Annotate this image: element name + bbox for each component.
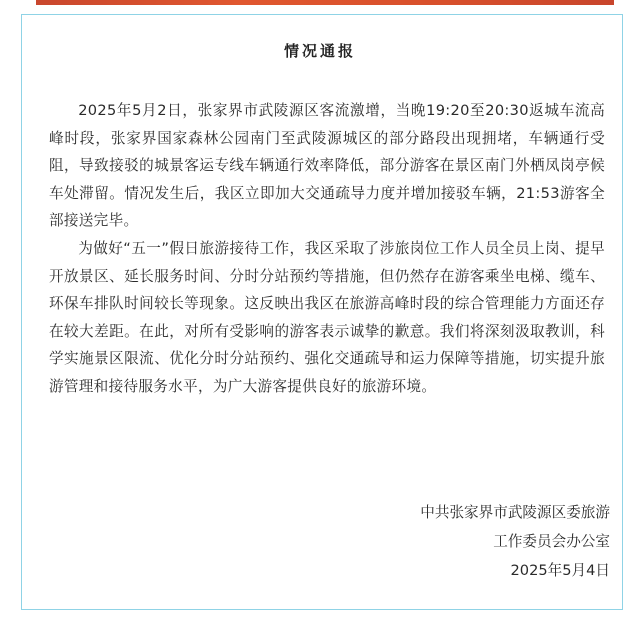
top-banner-strip [36, 0, 614, 5]
notice-title: 情况通报 [283, 42, 356, 60]
paragraph-apology: 为做好“五一”假日旅游接待工作，我区采取了涉旅岗位工作人员全员上岗、提早开放景区、延长服务时间、分时分站预约等措施，但仍然存在游客乘坐电梯、缆车、环保车排队时间较长等现象。这反映出我区在旅游高峰时段的综合管理能力方面还存在较大差距。在此，对所有受影响的游客表示诚挚的歉意。我们将深刻汲取教训，科学实施景区限流、优化分时分站预约、强化交通疏导和运力保障等措施，切实提升旅游管理和接待服务水平，为广大游客提供良好的旅游环境。 [49, 239, 605, 395]
signature-date: 2025年5月4日 [510, 562, 610, 579]
notice-body [49, 97, 605, 401]
paragraph-incident: 2025年5月2日，张家界市武陵源区客流激增，当晚19:20至20:30返城车流高峰时段，张家界国家森林公园南门至武陵源城区的部分路段出现拥堵，车辆通行受阻，导致接驳的城景客运专线车辆通行效率降低，部分游客在景区南门外栖凤岗亭候车处滞留。情况发生后，我区立即加大交通疏导力度并增加接驳车辆，21:53游客全部接送完毕。 [49, 102, 605, 230]
signature-org-line2: 工作委员会办公室 [493, 533, 610, 550]
signature-block [420, 498, 610, 585]
signature-org-line1: 中共张家界市武陵源区委旅游 [420, 504, 610, 521]
